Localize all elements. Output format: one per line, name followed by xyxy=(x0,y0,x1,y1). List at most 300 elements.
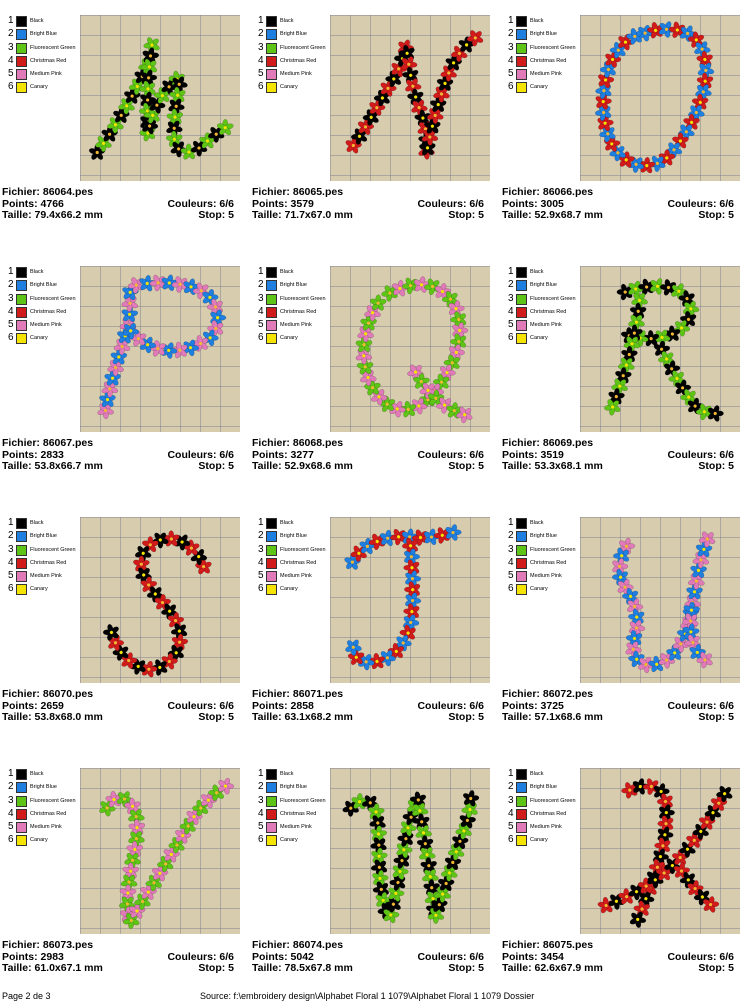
color-swatch xyxy=(266,558,277,569)
color-swatch xyxy=(16,320,27,331)
legend-color-name: Bright Blue xyxy=(530,533,557,540)
legend-number: 1 xyxy=(258,266,264,277)
file-row xyxy=(252,187,484,199)
stop-value: 5 xyxy=(478,460,484,472)
file-name: 86072.pes xyxy=(542,688,594,700)
design-info xyxy=(252,187,484,222)
legend-color-name: Black xyxy=(530,18,544,24)
legend-color-name: Canary xyxy=(280,335,298,342)
legend-number: 3 xyxy=(508,794,514,806)
color-swatch xyxy=(16,809,27,820)
size-row xyxy=(2,210,234,222)
design-info xyxy=(502,438,734,473)
legend-row xyxy=(6,332,80,345)
legend-color-name: Bright Blue xyxy=(30,784,57,791)
legend-color-name: Fluorescent Green xyxy=(30,546,76,553)
size-row xyxy=(252,712,484,724)
legend-color-name: Christmas Red xyxy=(530,559,567,566)
file-row xyxy=(502,689,734,701)
size-value: 53.3x68.1 mm xyxy=(534,460,603,472)
design-card xyxy=(500,266,740,506)
legend-number: 4 xyxy=(508,54,514,66)
legend-number: 4 xyxy=(8,54,14,66)
color-swatch xyxy=(516,782,527,793)
embroidery-preview xyxy=(580,768,740,934)
letter-u-embroidery xyxy=(580,517,740,683)
stop-value: 5 xyxy=(728,711,734,723)
legend-number: 2 xyxy=(8,279,14,291)
size-value: 62.6x67.9 mm xyxy=(534,962,603,974)
size-value: 61.0x67.1 mm xyxy=(34,962,103,974)
legend-number: 4 xyxy=(258,305,264,317)
legend-row xyxy=(506,55,580,68)
legend-color-name: Christmas Red xyxy=(280,559,317,566)
taille-label: Taille: xyxy=(252,962,282,974)
legend-number: 2 xyxy=(258,28,264,40)
couleurs-label: Couleurs: xyxy=(167,448,217,461)
legend-row xyxy=(6,279,80,292)
legend-row xyxy=(256,319,330,332)
fichier-label: Fichier: xyxy=(502,437,540,449)
legend-color-name: Canary xyxy=(280,586,298,593)
color-swatch xyxy=(516,333,527,344)
file-name: 86071.pes xyxy=(292,688,344,700)
legend-number: 5 xyxy=(508,821,514,833)
legend-row xyxy=(256,517,330,530)
size-row xyxy=(252,963,484,975)
color-swatch xyxy=(266,782,277,793)
color-swatch xyxy=(16,769,27,780)
couleurs-value: 6/6 xyxy=(219,950,234,963)
legend-row xyxy=(6,808,80,821)
legend-color-name: Bright Blue xyxy=(280,533,307,540)
legend-color-name: Christmas Red xyxy=(530,810,567,817)
letter-s-embroidery xyxy=(80,517,240,683)
color-swatch xyxy=(16,267,27,278)
legend-number: 3 xyxy=(508,41,514,53)
color-swatch xyxy=(266,280,277,291)
legend-row xyxy=(6,821,80,834)
color-swatch xyxy=(266,43,277,54)
thread-color-legend xyxy=(506,15,580,95)
size-row xyxy=(2,461,234,473)
points-value: 3519 xyxy=(540,448,564,461)
legend-row xyxy=(506,15,580,28)
stop-info xyxy=(198,210,234,222)
taille-label: Taille: xyxy=(502,460,532,472)
couleurs-label: Couleurs: xyxy=(667,950,717,963)
legend-number: 2 xyxy=(508,530,514,542)
stop-label: Stop: xyxy=(698,962,726,974)
legend-row xyxy=(256,266,330,279)
thread-color-legend xyxy=(506,266,580,346)
size-row xyxy=(502,210,734,222)
points-label: Points: xyxy=(252,699,288,712)
stop-info xyxy=(198,461,234,473)
color-swatch xyxy=(516,584,527,595)
legend-row xyxy=(256,530,330,543)
fichier-label: Fichier: xyxy=(252,939,290,951)
stop-value: 5 xyxy=(478,711,484,723)
color-swatch xyxy=(16,782,27,793)
file-row xyxy=(252,940,484,952)
legend-number: 6 xyxy=(508,81,514,93)
legend-row xyxy=(506,808,580,821)
letter-o-embroidery xyxy=(580,15,740,181)
couleurs-value: 6/6 xyxy=(719,197,734,210)
legend-number: 5 xyxy=(508,319,514,331)
color-swatch xyxy=(266,584,277,595)
legend-number: 6 xyxy=(8,81,14,93)
size-row xyxy=(252,461,484,473)
letter-x-embroidery xyxy=(580,768,740,934)
size-value: 52.9x68.7 mm xyxy=(534,209,603,221)
legend-color-name: Canary xyxy=(30,84,48,91)
legend-row xyxy=(506,81,580,94)
legend-row xyxy=(6,768,80,781)
thread-color-legend xyxy=(506,517,580,597)
legend-number: 4 xyxy=(8,556,14,568)
legend-number: 5 xyxy=(258,68,264,80)
points-value: 3277 xyxy=(290,448,314,461)
fichier-label: Fichier: xyxy=(2,437,40,449)
fichier-label: Fichier: xyxy=(2,939,40,951)
legend-row xyxy=(256,55,330,68)
legend-color-name: Medium Pink xyxy=(530,824,562,831)
points-label: Points: xyxy=(502,950,538,963)
color-swatch xyxy=(516,571,527,582)
stop-info xyxy=(698,963,734,975)
couleurs-label: Couleurs: xyxy=(417,197,467,210)
legend-row xyxy=(506,42,580,55)
stop-value: 5 xyxy=(728,209,734,221)
legend-color-name: Christmas Red xyxy=(30,559,67,566)
legend-number: 1 xyxy=(258,517,264,528)
legend-number: 3 xyxy=(8,543,14,555)
couleurs-value: 6/6 xyxy=(219,197,234,210)
legend-color-name: Fluorescent Green xyxy=(30,797,76,804)
legend-color-name: Black xyxy=(30,520,44,526)
fichier-label: Fichier: xyxy=(252,688,290,700)
legend-color-name: Medium Pink xyxy=(280,71,312,78)
file-name: 86075.pes xyxy=(542,939,594,951)
color-swatch xyxy=(16,69,27,80)
file-row xyxy=(2,187,234,199)
legend-row xyxy=(506,279,580,292)
legend-number: 3 xyxy=(8,292,14,304)
embroidery-preview xyxy=(80,517,240,683)
points-value: 3579 xyxy=(290,197,314,210)
couleurs-label: Couleurs: xyxy=(417,699,467,712)
legend-row xyxy=(256,81,330,94)
color-swatch xyxy=(266,809,277,820)
legend-number: 1 xyxy=(8,517,14,528)
legend-row xyxy=(506,332,580,345)
color-swatch xyxy=(16,835,27,846)
design-card xyxy=(250,517,490,757)
legend-number: 2 xyxy=(508,279,514,291)
color-swatch xyxy=(16,29,27,40)
size-row xyxy=(502,712,734,724)
legend-color-name: Bright Blue xyxy=(30,282,57,289)
stop-label: Stop: xyxy=(448,962,476,974)
points-label: Points: xyxy=(2,699,38,712)
file-name: 86066.pes xyxy=(542,186,594,198)
design-info xyxy=(2,187,234,222)
design-card xyxy=(0,15,240,255)
file-row xyxy=(502,187,734,199)
legend-color-name: Medium Pink xyxy=(280,824,312,831)
embroidery-preview xyxy=(80,768,240,934)
size-value: 71.7x67.0 mm xyxy=(284,209,353,221)
color-swatch xyxy=(266,769,277,780)
color-swatch xyxy=(16,294,27,305)
points-value: 3725 xyxy=(540,699,564,712)
embroidery-preview xyxy=(580,15,740,181)
color-swatch xyxy=(16,558,27,569)
points-value: 2833 xyxy=(40,448,64,461)
taille-label: Taille: xyxy=(502,711,532,723)
color-swatch xyxy=(516,769,527,780)
color-swatch xyxy=(266,571,277,582)
legend-number: 6 xyxy=(8,332,14,344)
thread-color-legend xyxy=(6,15,80,95)
color-swatch xyxy=(16,545,27,556)
legend-color-name: Canary xyxy=(530,586,548,593)
legend-row xyxy=(256,583,330,596)
legend-color-name: Medium Pink xyxy=(30,71,62,78)
color-swatch xyxy=(516,267,527,278)
size-row xyxy=(2,712,234,724)
color-swatch xyxy=(516,835,527,846)
legend-number: 6 xyxy=(8,583,14,595)
legend-color-name: Bright Blue xyxy=(280,784,307,791)
size-row xyxy=(2,963,234,975)
color-swatch xyxy=(266,29,277,40)
stop-info xyxy=(198,712,234,724)
legend-row xyxy=(256,68,330,81)
color-swatch xyxy=(516,558,527,569)
file-name: 86068.pes xyxy=(292,437,344,449)
color-swatch xyxy=(266,16,277,27)
taille-label: Taille: xyxy=(2,460,32,472)
legend-color-name: Bright Blue xyxy=(530,31,557,38)
color-swatch xyxy=(16,16,27,27)
legend-row xyxy=(506,319,580,332)
legend-row xyxy=(6,306,80,319)
taille-label: Taille: xyxy=(252,711,282,723)
color-swatch xyxy=(516,280,527,291)
legend-number: 6 xyxy=(508,834,514,846)
design-card xyxy=(250,266,490,506)
couleurs-label: Couleurs: xyxy=(667,699,717,712)
legend-color-name: Medium Pink xyxy=(530,573,562,580)
color-swatch xyxy=(16,56,27,67)
color-swatch xyxy=(16,796,27,807)
legend-color-name: Bright Blue xyxy=(30,31,57,38)
color-swatch xyxy=(16,518,27,529)
size-row xyxy=(502,963,734,975)
color-swatch xyxy=(516,518,527,529)
legend-number: 3 xyxy=(8,794,14,806)
legend-number: 4 xyxy=(258,807,264,819)
design-card xyxy=(0,768,240,1008)
file-name: 86064.pes xyxy=(42,186,94,198)
points-value: 2983 xyxy=(40,950,64,963)
legend-number: 2 xyxy=(258,781,264,793)
points-label: Points: xyxy=(252,197,288,210)
legend-number: 1 xyxy=(8,768,14,779)
legend-row xyxy=(506,795,580,808)
couleurs-value: 6/6 xyxy=(219,699,234,712)
color-swatch xyxy=(266,796,277,807)
design-info xyxy=(252,940,484,975)
legend-number: 5 xyxy=(258,319,264,331)
legend-color-name: Bright Blue xyxy=(530,282,557,289)
legend-row xyxy=(256,293,330,306)
legend-number: 5 xyxy=(8,68,14,80)
legend-number: 4 xyxy=(508,807,514,819)
color-swatch xyxy=(266,82,277,93)
legend-color-name: Canary xyxy=(30,335,48,342)
legend-color-name: Medium Pink xyxy=(530,71,562,78)
legend-color-name: Black xyxy=(30,18,44,24)
page-number: Page 2 de 3 xyxy=(2,991,51,1001)
legend-row xyxy=(506,821,580,834)
embroidery-preview xyxy=(330,768,490,934)
color-swatch xyxy=(266,333,277,344)
legend-color-name: Christmas Red xyxy=(280,308,317,315)
legend-number: 5 xyxy=(258,821,264,833)
thread-color-legend xyxy=(256,517,330,597)
legend-color-name: Bright Blue xyxy=(30,533,57,540)
legend-row xyxy=(506,68,580,81)
legend-row xyxy=(506,583,580,596)
stop-info xyxy=(448,963,484,975)
color-swatch xyxy=(266,69,277,80)
thread-color-legend xyxy=(6,517,80,597)
color-swatch xyxy=(516,82,527,93)
legend-row xyxy=(6,68,80,81)
legend-color-name: Black xyxy=(530,771,544,777)
color-swatch xyxy=(16,333,27,344)
fichier-label: Fichier: xyxy=(502,186,540,198)
size-value: 63.1x68.2 mm xyxy=(284,711,353,723)
file-name: 86074.pes xyxy=(292,939,344,951)
legend-row xyxy=(6,570,80,583)
legend-row xyxy=(6,42,80,55)
couleurs-value: 6/6 xyxy=(469,197,484,210)
taille-label: Taille: xyxy=(502,962,532,974)
legend-number: 5 xyxy=(258,570,264,582)
legend-color-name: Fluorescent Green xyxy=(530,546,576,553)
file-row xyxy=(2,689,234,701)
legend-color-name: Fluorescent Green xyxy=(280,797,326,804)
legend-number: 6 xyxy=(258,583,264,595)
stop-label: Stop: xyxy=(198,460,226,472)
design-card xyxy=(0,517,240,757)
legend-row xyxy=(256,306,330,319)
stop-value: 5 xyxy=(478,962,484,974)
legend-number: 1 xyxy=(508,768,514,779)
couleurs-value: 6/6 xyxy=(469,699,484,712)
legend-number: 2 xyxy=(508,781,514,793)
design-card xyxy=(500,15,740,255)
design-card xyxy=(0,266,240,506)
color-swatch xyxy=(16,82,27,93)
legend-number: 4 xyxy=(258,556,264,568)
embroidery-preview xyxy=(80,266,240,432)
legend-number: 5 xyxy=(8,570,14,582)
stop-value: 5 xyxy=(228,209,234,221)
legend-color-name: Fluorescent Green xyxy=(530,797,576,804)
legend-row xyxy=(256,834,330,847)
points-value: 3454 xyxy=(540,950,564,963)
legend-row xyxy=(6,293,80,306)
points-value: 3005 xyxy=(540,197,564,210)
points-value: 2659 xyxy=(40,699,64,712)
legend-color-name: Christmas Red xyxy=(30,57,67,64)
size-row xyxy=(502,461,734,473)
legend-row xyxy=(506,768,580,781)
legend-number: 2 xyxy=(8,28,14,40)
legend-color-name: Fluorescent Green xyxy=(280,44,326,51)
legend-row xyxy=(6,544,80,557)
file-row xyxy=(2,940,234,952)
legend-row xyxy=(256,821,330,834)
color-swatch xyxy=(516,29,527,40)
legend-number: 3 xyxy=(258,41,264,53)
legend-row xyxy=(6,530,80,543)
fichier-label: Fichier: xyxy=(502,939,540,951)
legend-row xyxy=(6,266,80,279)
legend-number: 1 xyxy=(508,15,514,26)
size-value: 53.8x66.7 mm xyxy=(34,460,103,472)
stop-info xyxy=(198,963,234,975)
legend-color-name: Fluorescent Green xyxy=(30,295,76,302)
legend-color-name: Medium Pink xyxy=(30,322,62,329)
points-label: Points: xyxy=(252,950,288,963)
points-value: 5042 xyxy=(290,950,314,963)
stop-value: 5 xyxy=(228,962,234,974)
thread-color-legend xyxy=(256,266,330,346)
legend-number: 3 xyxy=(258,794,264,806)
embroidery-preview xyxy=(580,517,740,683)
color-swatch xyxy=(266,835,277,846)
legend-number: 2 xyxy=(8,781,14,793)
legend-number: 3 xyxy=(508,543,514,555)
color-swatch xyxy=(16,307,27,318)
legend-color-name: Canary xyxy=(280,837,298,844)
legend-number: 6 xyxy=(258,332,264,344)
size-value: 78.5x67.8 mm xyxy=(284,962,353,974)
color-swatch xyxy=(16,280,27,291)
stop-label: Stop: xyxy=(198,209,226,221)
legend-row xyxy=(506,557,580,570)
color-swatch xyxy=(516,56,527,67)
design-info xyxy=(252,438,484,473)
legend-number: 2 xyxy=(258,279,264,291)
letter-m-embroidery xyxy=(80,15,240,181)
legend-color-name: Black xyxy=(280,18,294,24)
color-swatch xyxy=(516,809,527,820)
file-name: 86065.pes xyxy=(292,186,344,198)
legend-number: 6 xyxy=(508,583,514,595)
legend-color-name: Fluorescent Green xyxy=(530,44,576,51)
couleurs-value: 6/6 xyxy=(469,950,484,963)
legend-number: 6 xyxy=(258,834,264,846)
design-card xyxy=(250,768,490,1008)
